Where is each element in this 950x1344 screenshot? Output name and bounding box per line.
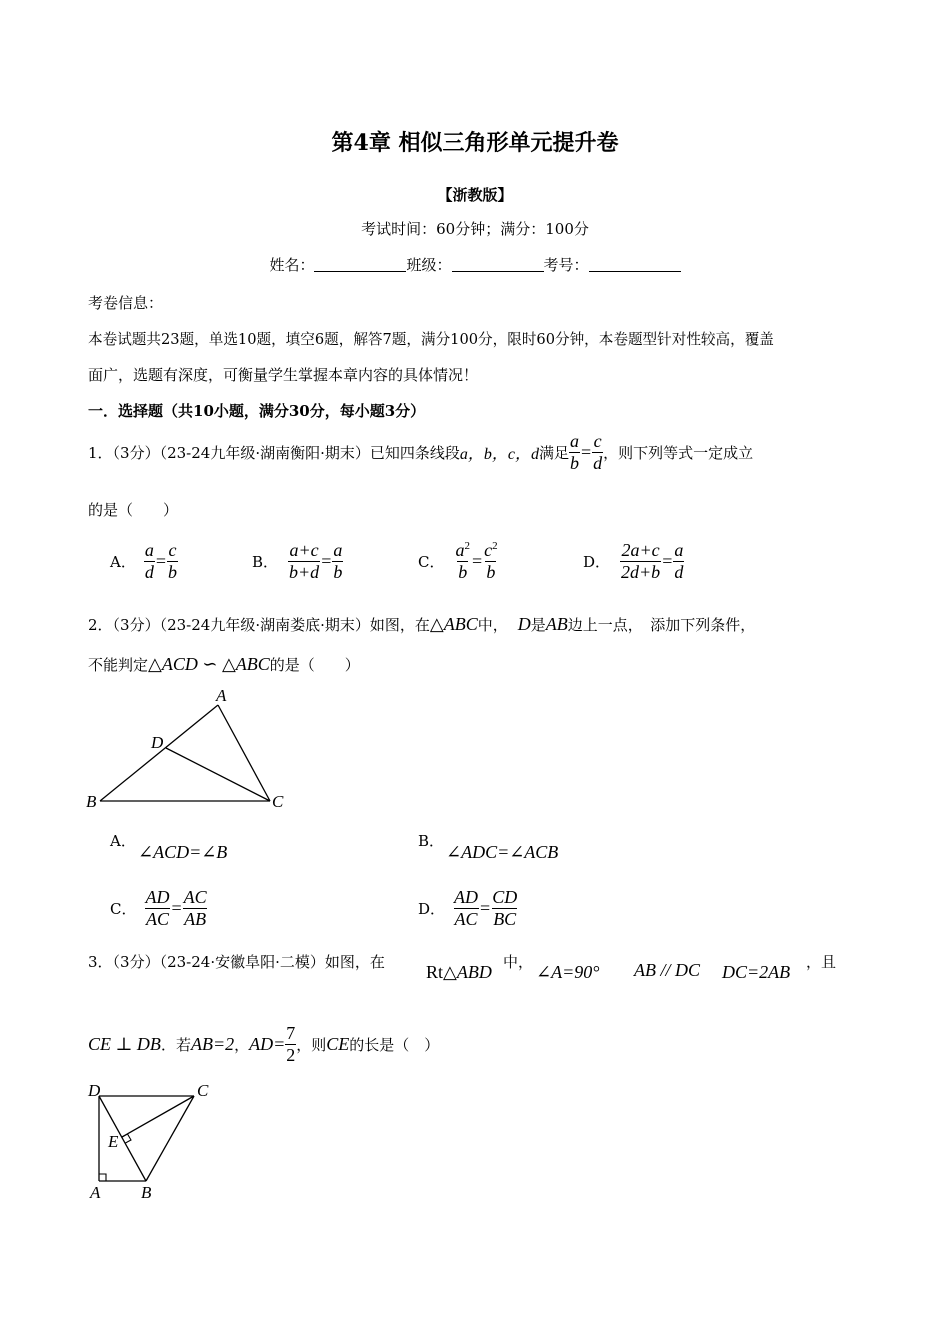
q2-option-b[interactable] bbox=[418, 830, 444, 851]
q3-line2-b: ．若 bbox=[160, 1035, 191, 1054]
q2-option-a-label: A． bbox=[110, 832, 136, 850]
q2-segment-dc bbox=[166, 748, 270, 801]
q2-label-d: D bbox=[151, 733, 164, 752]
q3-figure-trapezoid bbox=[84, 1076, 224, 1206]
q2-c-frac2 bbox=[183, 888, 208, 929]
q1-fraction-cd bbox=[592, 432, 603, 473]
q1-b-n1: a+c bbox=[289, 540, 319, 560]
class-blank bbox=[452, 257, 544, 272]
time-info: 考试时间：60分钟；满分：100分 bbox=[361, 220, 589, 238]
q2-c-d1: AC bbox=[145, 908, 169, 929]
q1-line-2: 的是（ ） bbox=[88, 501, 179, 519]
q1-fraction-ab bbox=[569, 432, 580, 473]
q1-d-frac2 bbox=[673, 541, 684, 582]
q1-num-c: c bbox=[593, 431, 602, 451]
q3-right-angle-a bbox=[99, 1174, 106, 1181]
name-label: 姓名： bbox=[269, 256, 315, 274]
q2-d-n2: CD bbox=[492, 887, 518, 907]
q2-line2-suffix: 的是（ ） bbox=[269, 656, 360, 674]
q2-prefix: 2．（3分）（23-24九年级·湖南娄底·期末）如图，在 bbox=[88, 616, 430, 634]
q2-d-frac2 bbox=[491, 888, 518, 929]
info-line-2: 面广，选题有深度，可衡量学生掌握本章内容的具体情况！ bbox=[88, 366, 479, 384]
q2-label-c: C bbox=[272, 792, 284, 811]
q2-c-n1: AD bbox=[145, 887, 170, 907]
q3-diagonal-db bbox=[99, 1096, 146, 1181]
q1-vars: a，b，c，d bbox=[459, 445, 539, 463]
q2-c-d2: AB bbox=[184, 908, 207, 929]
q3-side-cb bbox=[146, 1096, 194, 1181]
q3-ab-value: AB=2 bbox=[190, 1033, 235, 1054]
q1-b-n2: a bbox=[333, 540, 343, 560]
q3-segment-ce bbox=[122, 1096, 194, 1137]
q1-a-n1: a bbox=[144, 540, 154, 560]
q1-c-frac2 bbox=[483, 541, 499, 582]
q1-d-n2: a bbox=[674, 540, 684, 560]
q1-den-b: b bbox=[570, 452, 579, 473]
q1-a-n2: c bbox=[168, 540, 177, 560]
q1-option-a-label: A． bbox=[110, 552, 136, 571]
q2-side-ba bbox=[100, 705, 218, 801]
q3-label-c: C bbox=[197, 1081, 209, 1100]
q1-option-d-label: D． bbox=[583, 552, 611, 571]
q2-line-2 bbox=[88, 654, 360, 675]
q1-b-d2: b bbox=[333, 561, 343, 582]
q3-mid: 中， bbox=[503, 953, 534, 971]
q3-prefix: 3．（3分）（23-24·安徽阜阳·二模）如图，在 bbox=[88, 953, 385, 971]
number-label: 考号： bbox=[543, 256, 589, 274]
q3-label-b: B bbox=[141, 1183, 152, 1202]
q1-d-frac1 bbox=[620, 541, 661, 582]
q1-c-n1: a bbox=[455, 540, 465, 560]
q2-line2-prefix: 不能判定 bbox=[88, 656, 149, 674]
q1-c-exp2: 2 bbox=[492, 540, 498, 552]
q2-suffix: 边上一点， 添加下列条件， bbox=[567, 616, 756, 634]
q2-label-a: A bbox=[216, 686, 227, 705]
q2-d-d1: AC bbox=[454, 908, 478, 929]
q2-c-frac1 bbox=[144, 888, 170, 929]
q3-rt-triangle: Rt△ABD bbox=[426, 962, 492, 982]
q2-option-b-label: B． bbox=[418, 832, 445, 850]
q2-figure-triangle bbox=[84, 685, 294, 815]
q2-d-frac1 bbox=[453, 888, 479, 929]
exam-title: 第4章 相似三角形单元提升卷 bbox=[331, 130, 619, 156]
q3-label-d: D bbox=[88, 1081, 101, 1100]
edition-label: 【浙教版】 bbox=[437, 186, 513, 204]
q1-option-d[interactable]: D． $\frac{2a+c}{2d+b}$ = $\frac{a}{d}$ bbox=[583, 540, 684, 582]
q1-b-d1: b+d bbox=[289, 561, 320, 582]
q1-c-exp1: 2 bbox=[464, 540, 470, 552]
q1-num-a: a bbox=[570, 431, 579, 451]
q1-b-frac1 bbox=[288, 541, 320, 582]
q1-d-d2: d bbox=[674, 561, 684, 582]
q2-label-b: B bbox=[86, 792, 97, 811]
q3-cond2: AB // DC bbox=[634, 960, 700, 980]
section-heading: 一．选择题（共10小题，满分30分，每小题3分） bbox=[88, 402, 426, 420]
q3-frac-num: 7 bbox=[286, 1023, 296, 1043]
q3-line2-h: 的长是（ ） bbox=[349, 1035, 440, 1054]
q2-option-d[interactable]: D． $\frac{AD}{AC}$ = $\frac{CD}{BC}$ bbox=[418, 887, 518, 929]
q3-right-angle-e bbox=[126, 1134, 132, 1143]
q2-point-d: D bbox=[517, 614, 531, 634]
q3-label-e: E bbox=[108, 1132, 119, 1151]
q2-d-d2: BC bbox=[493, 908, 517, 929]
q1-stem: 1．（3分）（23-24九年级·湖南衡阳·期末）已知四条线段 a，b，c，d 满足 $\frac{a}{b}$ = $\frac{c}{d}$ ，则下列等式一定成立 bbox=[88, 431, 754, 473]
q1-mid: 满足 bbox=[538, 443, 569, 462]
q3-ad-fraction bbox=[285, 1024, 296, 1065]
q1-option-a[interactable]: A． $\frac{a}{d}$ = $\frac{c}{b}$ bbox=[110, 540, 177, 582]
q1-a-frac2 bbox=[167, 541, 178, 582]
q2-mid2: 是 bbox=[530, 616, 546, 634]
q2-option-c-label: C． bbox=[110, 899, 137, 918]
class-label: 班级： bbox=[406, 256, 452, 274]
q1-a-frac1 bbox=[144, 541, 155, 582]
q1-option-b-label: B． bbox=[252, 552, 279, 571]
q1-c-n2: c bbox=[484, 540, 493, 560]
q3-label-a: A bbox=[90, 1183, 101, 1202]
q3-perp-expr: CE ⊥ DB bbox=[88, 1033, 161, 1054]
q2-option-c[interactable]: C． $\frac{AD}{AC}$ = $\frac{AC}{AB}$ bbox=[110, 887, 207, 929]
q2-c-n2: AC bbox=[183, 887, 207, 907]
q1-c-d2: b bbox=[486, 561, 496, 582]
q2-d-n1: AD bbox=[454, 887, 479, 907]
q2-triangle-abc: △ABC bbox=[429, 614, 478, 634]
q3-frac-den: 2 bbox=[286, 1044, 296, 1065]
q1-den-d: d bbox=[593, 452, 603, 473]
q2-segment-ab: AB bbox=[545, 614, 568, 634]
q1-option-c[interactable]: C． $\frac{a^2}{b}$ = $\frac{c^2}{b}$ bbox=[418, 540, 498, 582]
q3-suffix: ，且 bbox=[806, 953, 837, 971]
q1-d-n1: 2a+c bbox=[621, 540, 660, 560]
q3-line-2 bbox=[88, 1024, 439, 1065]
q3-cond1: ∠A=90° bbox=[536, 962, 600, 982]
q3-line2-d: ， bbox=[234, 1035, 250, 1054]
student-info-line bbox=[0, 254, 950, 275]
q1-a-d2: b bbox=[168, 561, 177, 582]
info-line-1: 本卷试题共23题，单选10题，填空6题，解答7题，满分100分，限时60分钟，本卷题型针对性较高，覆盖 bbox=[88, 331, 774, 348]
q2-mid1: 中， bbox=[477, 616, 508, 634]
q3-ce-label: CE bbox=[326, 1033, 350, 1054]
q1-c-frac1 bbox=[454, 541, 471, 582]
q3-cond3: DC=2AB bbox=[722, 962, 791, 982]
q1-c-d1: b bbox=[458, 561, 468, 582]
q1-option-b[interactable]: B． $\frac{a+c}{b+d}$ = $\frac{a}{b}$ bbox=[252, 540, 343, 582]
q2-side-ac bbox=[218, 705, 270, 801]
q1-b-frac2 bbox=[332, 541, 343, 582]
q3-line2-f: ，则 bbox=[296, 1035, 327, 1054]
q1-suffix: ，则下列等式一定成立 bbox=[603, 443, 754, 462]
q2-similarity-expr: △ACD ∽ △ABC bbox=[148, 654, 270, 674]
q2-option-a[interactable] bbox=[110, 830, 136, 851]
q2-option-b-expr: ∠ADC=∠ACB bbox=[446, 842, 559, 862]
info-heading: 考卷信息： bbox=[88, 294, 164, 312]
q1-option-c-label: C． bbox=[418, 552, 445, 571]
q2-stem bbox=[88, 614, 755, 635]
number-blank bbox=[589, 257, 681, 272]
q1-a-d1: d bbox=[144, 561, 154, 582]
q1-prefix: 1．（3分）（23-24九年级·湖南衡阳·期末）已知四条线段 bbox=[88, 443, 460, 462]
q2-option-a-expr: ∠ACD=∠B bbox=[138, 842, 228, 862]
name-blank bbox=[314, 257, 406, 272]
q3-ad-label: AD= bbox=[249, 1033, 286, 1054]
q1-d-d1: 2d+b bbox=[621, 561, 661, 582]
q2-option-d-label: D． bbox=[418, 899, 446, 918]
